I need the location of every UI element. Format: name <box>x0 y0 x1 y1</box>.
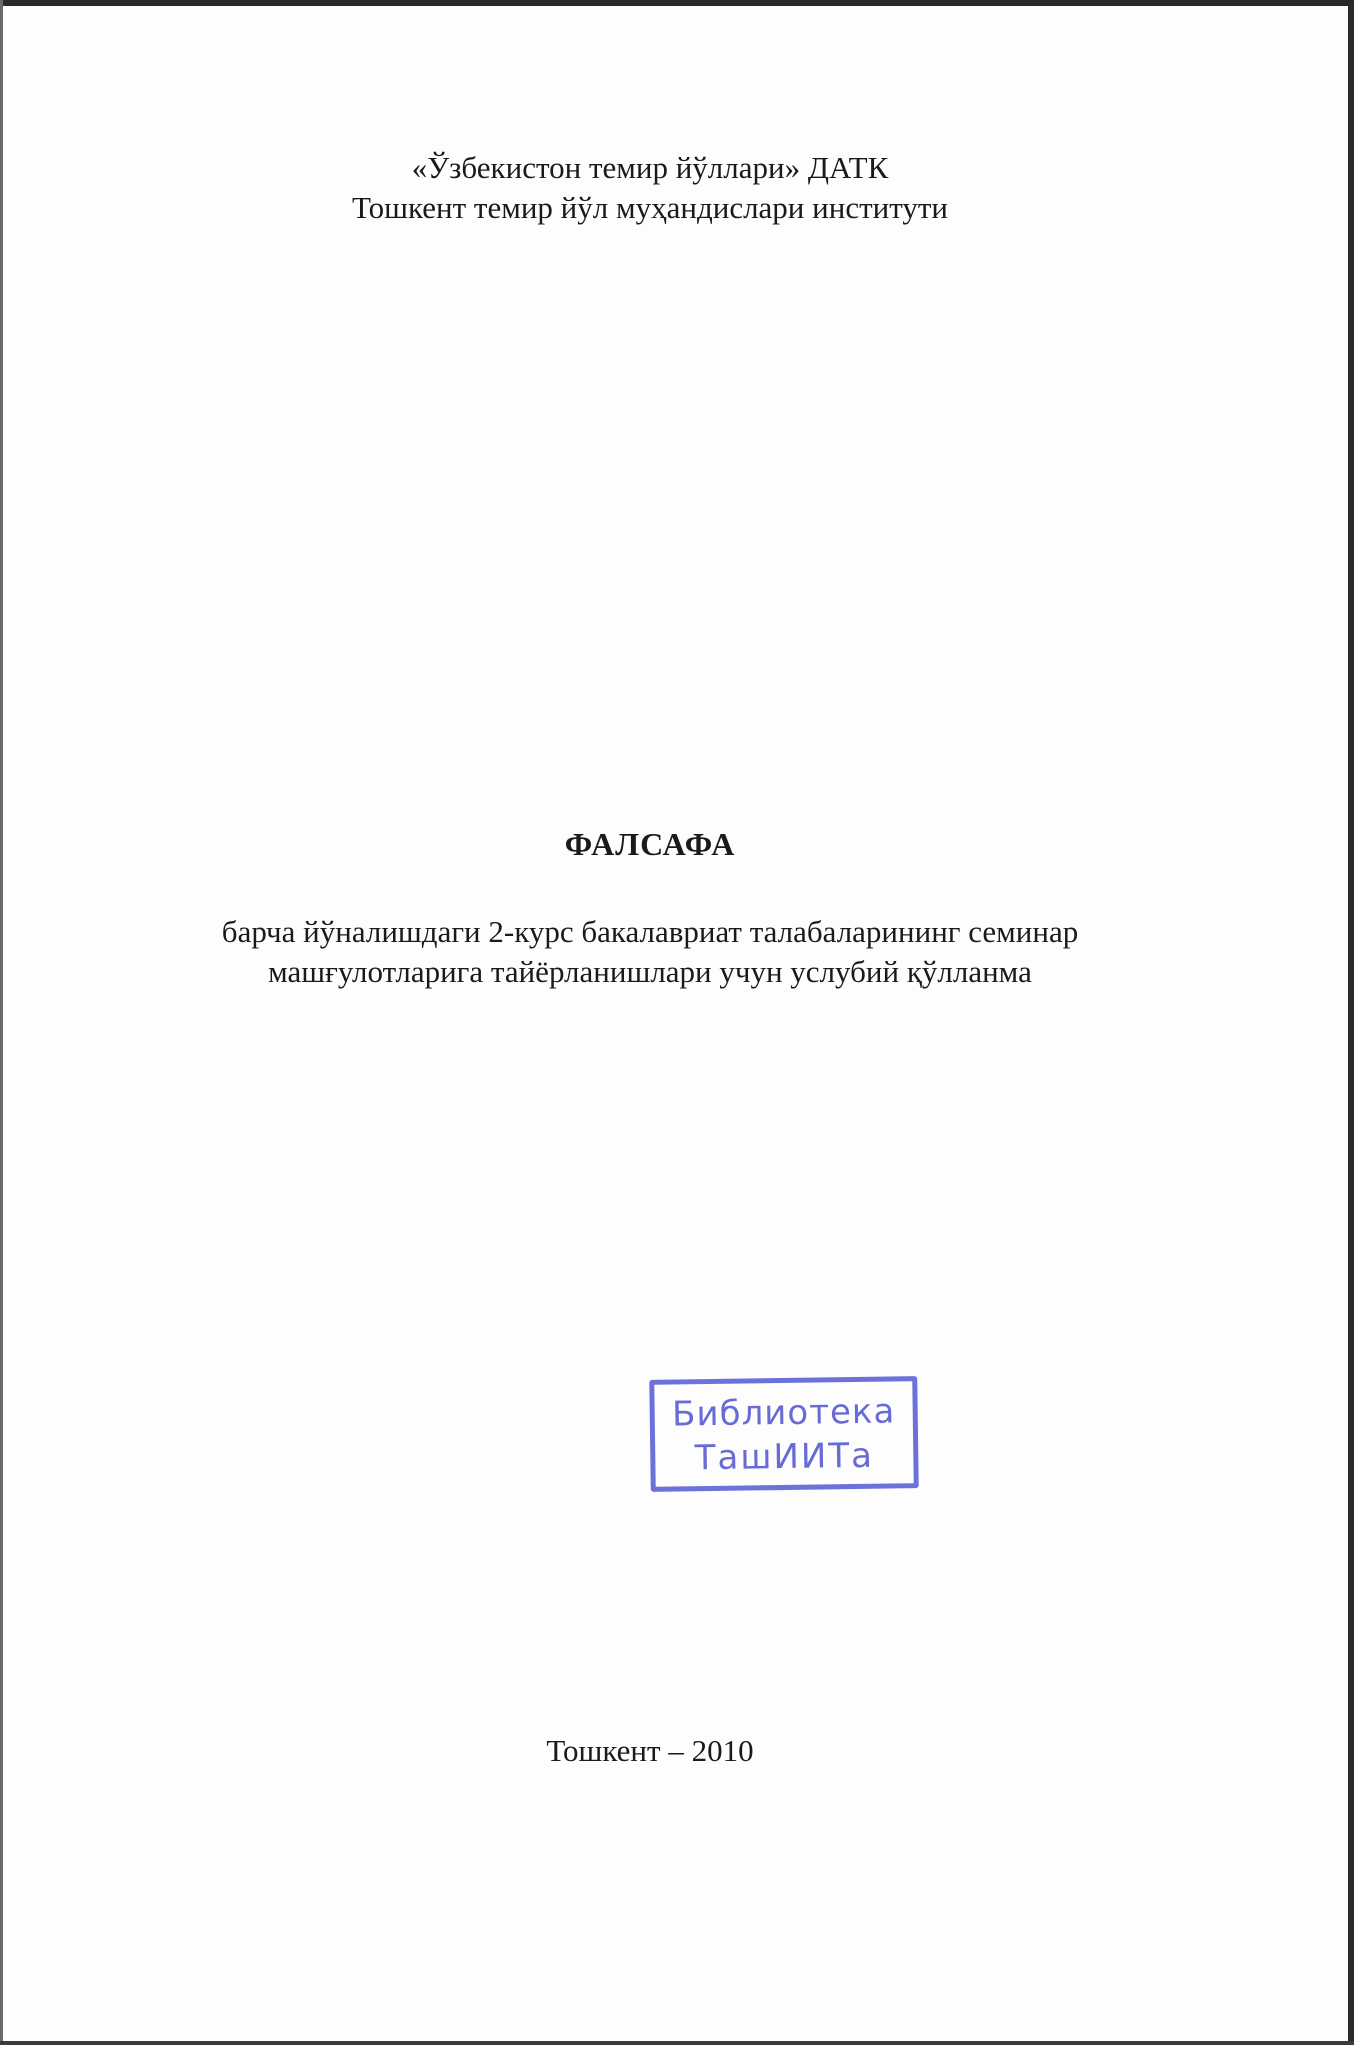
place-and-year: Тошкент – 2010 <box>546 1733 754 1768</box>
stamp-line-1: Библиотека <box>671 1391 896 1435</box>
scan-edge-top <box>0 0 1354 6</box>
institute-name: Тошкент темир йўл муҳандислари институти <box>352 190 948 225</box>
organization-name: «Ўзбекистон темир йўллари» ДАТК <box>411 150 889 185</box>
library-stamp <box>649 1376 919 1492</box>
document-title: ФАЛСАФА <box>564 826 736 862</box>
subtitle-line-2: машғулотларига тайёрланишлари учун услубий қўлланма <box>268 954 1032 989</box>
subtitle-line-1: барча йўналишдаги 2-курс бакалавриат талабаларининг семинар <box>221 914 1079 949</box>
institution-header <box>0 148 1300 228</box>
document-subtitle <box>0 912 1300 992</box>
scan-edge-bottom <box>0 2041 1354 2045</box>
stamp-line-2: ТашИИТа <box>694 1435 875 1479</box>
scan-edge-right <box>1348 0 1354 2045</box>
